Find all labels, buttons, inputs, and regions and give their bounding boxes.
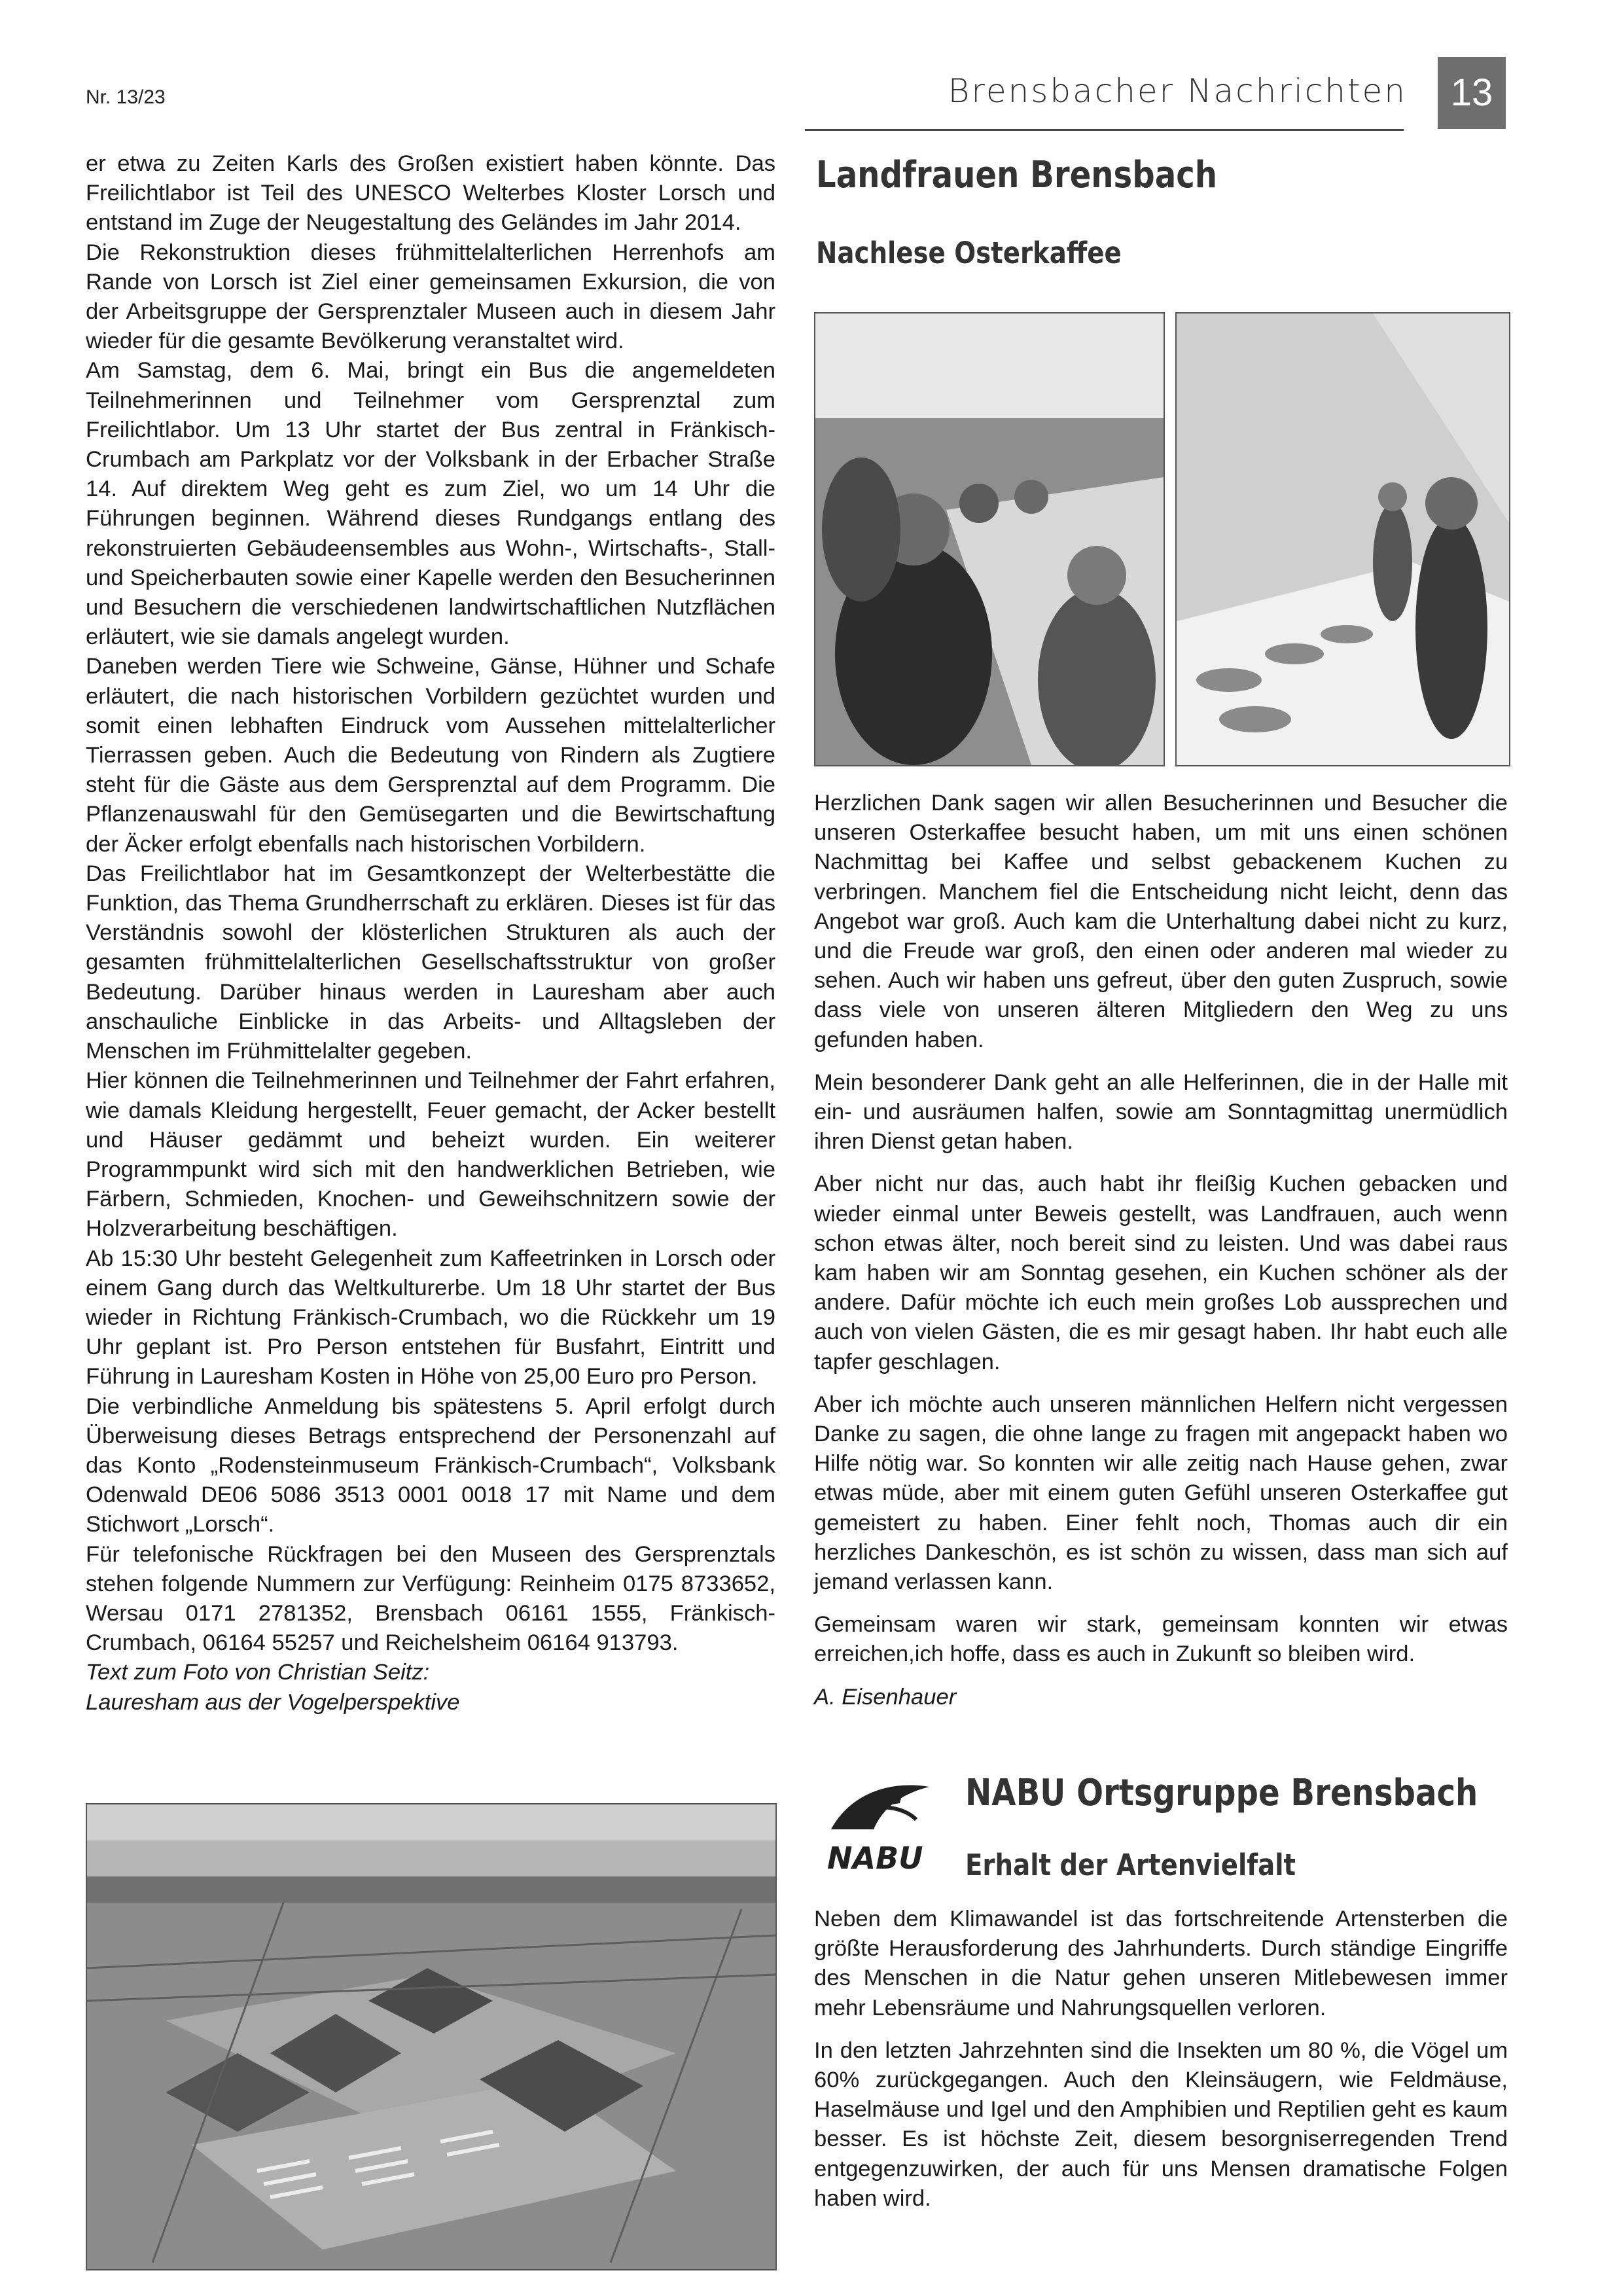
osterkaffee-hall-photo	[814, 312, 1165, 766]
article-paragraph: Für telefonische Rückfragen bei den Museen des Gersprenztals stehen folgende Nummern zur Verfügung: Reinheim 0175 8733652, Wersau 0171 2781352, Brensbach 06161 1555, Fränkisch-Crumbach, 06164 55257 und Reichelsheim 06164 913793.	[86, 1541, 775, 1656]
nabu-heading: NABU Ortsgruppe Brensbach	[965, 1772, 1478, 1814]
photo-credit-caption: Text zum Foto von Christian Seitz:	[86, 1660, 430, 1685]
article-paragraph: Das Freilichtlabor hat im Gesamtkonzept der Welterbestätte die Funktion, das Thema Grundherrschaft zu erklären. Dieses ist für das Verständnis sowohl der klösterlichen Strukturen als auch der gesamten frühmittelalterlichen Gesellschaftsstruktur von großer Bedeutung. Darüber hinaus werden in Lauresham aber auch anschauliche Einblicke in das Arbeits- und Alltagsleben der Menschen im Frühmittelalter gegeben.	[86, 861, 775, 1064]
article-paragraph: Die verbindliche Anmeldung bis spätestens 5. April erfolgt durch Überweisung dieses Betrags entsprechend der Personenzahl auf das Konto „Rodensteinmuseum Fränkisch-Crumbach“, Volksbank Odenwald DE06 5086 3513 0001 0018 17 mit Name und dem Stichwort „Lorsch“.	[86, 1393, 775, 1537]
issue-number: Nr. 13/23	[86, 86, 166, 108]
nabu-logo-text: NABU	[827, 1840, 923, 1876]
article-paragraph: Herzlichen Dank sagen wir allen Besucherinnen und Besucher die unseren Osterkaffee besucht haben, um mit uns einen schönen Nachmittag bei Kaffee und selbst gebackenem Kuchen zu verbringen. Manchem fiel die Entscheidung nicht leicht, denn das Angebot war groß. Auch kam die Unterhaltung dabei nicht zu kurz, und die Freude war groß, den einen oder anderen mal wieder zu sehen. Auch wir haben uns gefreut, über den guten Zuspruch, sowie dass viele von unseren älteren Mitgliedern den Weg zu uns gefunden haben.	[814, 791, 1508, 1052]
article-paragraph: er etwa zu Zeiten Karls des Großen existiert haben könnte. Das Freilichtlabor ist Teil des UNESCO Welterbes Kloster Lorsch und entstand im Zuge der Neugestaltung des Geländes im Jahr 2014.	[86, 151, 775, 236]
article-paragraph: In den letzten Jahrzehnten sind die Insekten um 80 %, die Vögel um 60% zurückgegangen. Auch den Kleinsäugern, wie Feldmäuse, Haselmäuse und Igel und den Amphibien und Reptilien geht es kaum besser. Es ist höchste Zeit, diesem besorgniserregenden Trend entgegenzuwirken, der auch für uns Mensen dramatische Folgen haben wird.	[814, 2037, 1508, 2211]
osterkaffee-buffet-photo	[1175, 312, 1510, 766]
article-paragraph: Mein besonderer Dank geht an alle Helferinnen, die in der Halle mit ein- und ausräumen halfen, sowie am Sonntagmittag unermüdlich ihren Dienst getan haben.	[814, 1069, 1508, 1155]
article-paragraph: Aber ich möchte auch unseren männlichen Helfern nicht vergessen Danke zu sagen, die ohne lange zu fragen mit angepackt haben wo Hilfe nötig war. So konnten wir alle zeitig nach Hause gehen, zwar etwas müde, aber mit einem guten Gefühl unseren Osterkaffee gut gemeistert zu haben. Einer fehlt noch, Thomas auch dir ein herzliches Dankeschön, es ist schön zu wissen, dass man sich auf jemand verlassen kann.	[814, 1391, 1508, 1595]
article-paragraph: Gemeinsam waren wir stark, gemeinsam konnten wir etwas erreichen,ich hoffe, dass es auch in Zukunft so bleiben wird.	[814, 1612, 1508, 1667]
page-number-badge: 13	[1438, 57, 1506, 129]
landfrauen-heading: Landfrauen Brensbach	[816, 154, 1218, 196]
article-author: A. Eisenhauer	[814, 1684, 957, 1710]
article-paragraph: Hier können die Teilnehmerinnen und Teilnehmer der Fahrt erfahren, wie damals Kleidung hergestellt, Feuer gemacht, der Acker bestellt und Häuser gedämmt und beheizt wurden. Ein weiterer Programmpunkt wird sich mit den handwerklichen Betrieben, wie Färbern, Schmieden, Knochen- und Geweihschnitzern sowie der Holzverarbeitung beschäftigen.	[86, 1068, 775, 1242]
article-paragraph: Die Rekonstruktion dieses frühmittelalterlichen Herrenhofs am Rande von Lorsch ist Ziel einer gemeinsamen Exkursion, die von der Arbeitsgruppe der Gersprenztaler Museen auch in diesem Jahr wieder für die gesamte Bevölkerung veranstaltet wird.	[86, 240, 775, 354]
article-paragraph: Aber nicht nur das, auch habt ihr fleißig Kuchen gebacken und wieder einmal unter Beweis gestellt, was Landfrauen, auch wenn schon etwas älter, noch bereit sind zu leisten. Und was dabei raus kam haben wir am Sonntag gesehen, ein Kuchen schöner als der andere. Dafür möchte ich euch mein großes Lob aussprechen und auch von vielen Gästen, die es mir gesagt haben. Ihr habt euch alle tapfer geschlagen.	[814, 1172, 1508, 1374]
publication-title: Brensbacher Nachrichten	[948, 72, 1407, 110]
article-paragraph: Daneben werden Tiere wie Schweine, Gänse, Hühner und Schafe erläutert, die nach historischen Vorbildern gezüchtet wurden und somit einen lebhaften Eindruck vom Aussehen mittelalterlicher Tierrassen geben. Auch die Bedeutung von Rindern als Zugtiere steht für die Gäste aus dem Gersprenztal auf dem Programm. Die Pflanzenauswahl für den Gemüsegarten und die Bewirtschaftung der Äcker erfolgt ebenfalls nach historischen Vorbildern.	[86, 654, 775, 857]
nabu-subheading: Erhalt der Artenvielfalt	[965, 1848, 1296, 1882]
header-rule	[805, 129, 1404, 131]
photo-description-caption: Lauresham aus der Vogelperspektive	[86, 1689, 460, 1715]
left-column-article	[86, 149, 775, 1717]
landfrauen-subheading: Nachlese Osterkaffee	[816, 236, 1122, 270]
nabu-article	[814, 1905, 1508, 2227]
article-paragraph: Ab 15:30 Uhr besteht Gelegenheit zum Kaffeetrinken in Lorsch oder einem Gang durch das Weltkulturerbe. Um 18 Uhr startet der Bus wieder in Richtung Fränkisch-Crumbach, wo die Rückkehr um 19 Uhr geplant ist. Pro Person entstehen für Busfahrt, Eintritt und Führung in Lauresham Kosten in Höhe von 25,00 Euro pro Person.	[86, 1246, 775, 1390]
landfrauen-article	[814, 789, 1508, 1725]
article-paragraph: Am Samstag, dem 6. Mai, bringt ein Bus die angemeldeten Teilnehmerinnen und Teilnehmer vom Gersprenztal zum Freilichtlabor. Um 13 Uhr startet der Bus zentral in Fränkisch-Crumbach am Parkplatz vor der Volksbank in der Erbacher Straße 14. Auf direktem Weg geht es zum Ziel, wo um 14 Uhr die Führungen beginnen. Während dieses Rundgangs entlang des rekonstruierten Gebäudeensembles aus Wohn-, Wirtschafts-, Stall- und Speicherbauten sowie einer Kapelle werden den Besucherinnen und Besuchern die verschiedenen landwirtschaftlichen Nutzflächen erläutert, wie sie damals angelegt wurden.	[86, 358, 775, 650]
article-paragraph: Neben dem Klimawandel ist das fortschreitende Artensterben die größte Herausforderung des Jahrhunderts. Durch ständige Eingriffe des Menschen in die Natur gehen unseren Mitlebewesen immer mehr Lebensräume und Nahrungsquellen verloren.	[814, 1907, 1508, 2020]
lauresham-aerial-photo	[86, 1803, 777, 2270]
nabu-logo	[818, 1767, 942, 1882]
